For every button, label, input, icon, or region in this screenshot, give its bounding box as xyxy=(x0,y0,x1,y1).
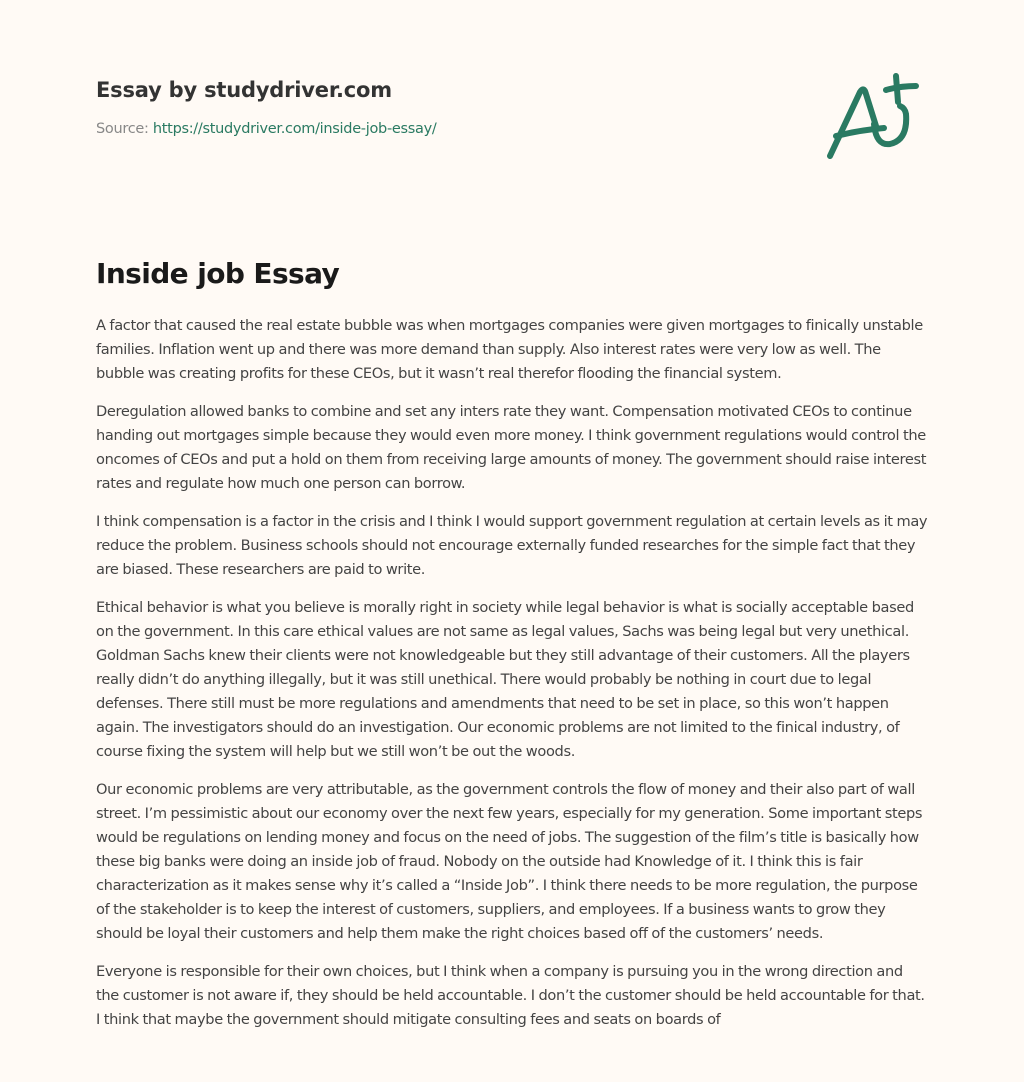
essay-body xyxy=(96,314,928,1032)
a-plus-grade-icon xyxy=(820,64,932,168)
essay-paragraph: A factor that caused the real estate bubble was when mortgages companies were given mortgages to finically unstable families. Inflation went up and there was more demand than supply. Also interest rates were very low as well. The bubble was creating profits for these CEOs, but it wasn’t real therefor flooding the financial system. xyxy=(96,317,923,382)
essay-paragraph: I think compensation is a factor in the crisis and I think I would support government regulation at certain levels as it may reduce the problem. Business schools should not encourage externally funded researches for the simple fact that they are biased. These researchers are paid to write. xyxy=(96,513,928,578)
essay-paragraph: Deregulation allowed banks to combine and set any inters rate they want. Compensation motivated CEOs to continue handing out mortgages simple because they would even more money. I think government regulations would control the oncomes of CEOs and put a hold on them from receiving large amounts of money. The government should raise interest rates and regulate how much one person can borrow. xyxy=(96,403,927,492)
essay-title: Inside job Essay xyxy=(96,257,340,290)
site-title: Essay by studydriver.com xyxy=(96,78,392,102)
essay-paragraph: Ethical behavior is what you believe is morally right in society while legal behavior is what is socially acceptable based on the government. In this care ethical values are not same as legal values, Sachs was being legal but very unethical. Goldman Sachs knew their clients were not knowledgeable but they still advantage of their customers. All the players really didn’t do anything illegally, but it was still unethical. There would probably be nothing in court due to legal defenses. There still must be more regulations and amendments that need to be set in place, so this won’t happen again. The investigators should do an investigation. Our economic problems are not limited to the finical industry, of course fixing the system will help but we still won’t be out the woods. xyxy=(96,599,914,760)
source-label: Source: xyxy=(96,121,149,137)
page-header xyxy=(96,74,928,140)
essay-content xyxy=(96,254,928,1046)
source-line xyxy=(96,118,928,140)
essay-paragraph: Everyone is responsible for their own choices, but I think when a company is pursuing you in the wrong direction and the customer is not aware if, they should be held accountable. I don’t the customer should be held accountable for that. I think that maybe the government should mitigate consulting fees and seats on boards of xyxy=(96,963,925,1028)
source-link[interactable]: https://studydriver.com/inside-job-essay/ xyxy=(152,121,437,137)
essay-paragraph: Our economic problems are very attributable, as the government controls the flow of money and their also part of wall street. I’m pessimistic about our economy over the next few years, especially for my generation. Some important steps would be regulations on lending money and focus on the need of jobs. The suggestion of the film’s title is basically how these big banks were doing an inside job of fraud. Nobody on the outside had Knowledge of it. I think this is fair characterization as it makes sense why it’s called a “Inside Job”. I think there needs to be more regulation, the purpose of the stakeholder is to keep the interest of customers, suppliers, and employees. If a business wants to grow they should be loyal their customers and help them make the right choices based off of the customers’ needs. xyxy=(96,781,923,942)
